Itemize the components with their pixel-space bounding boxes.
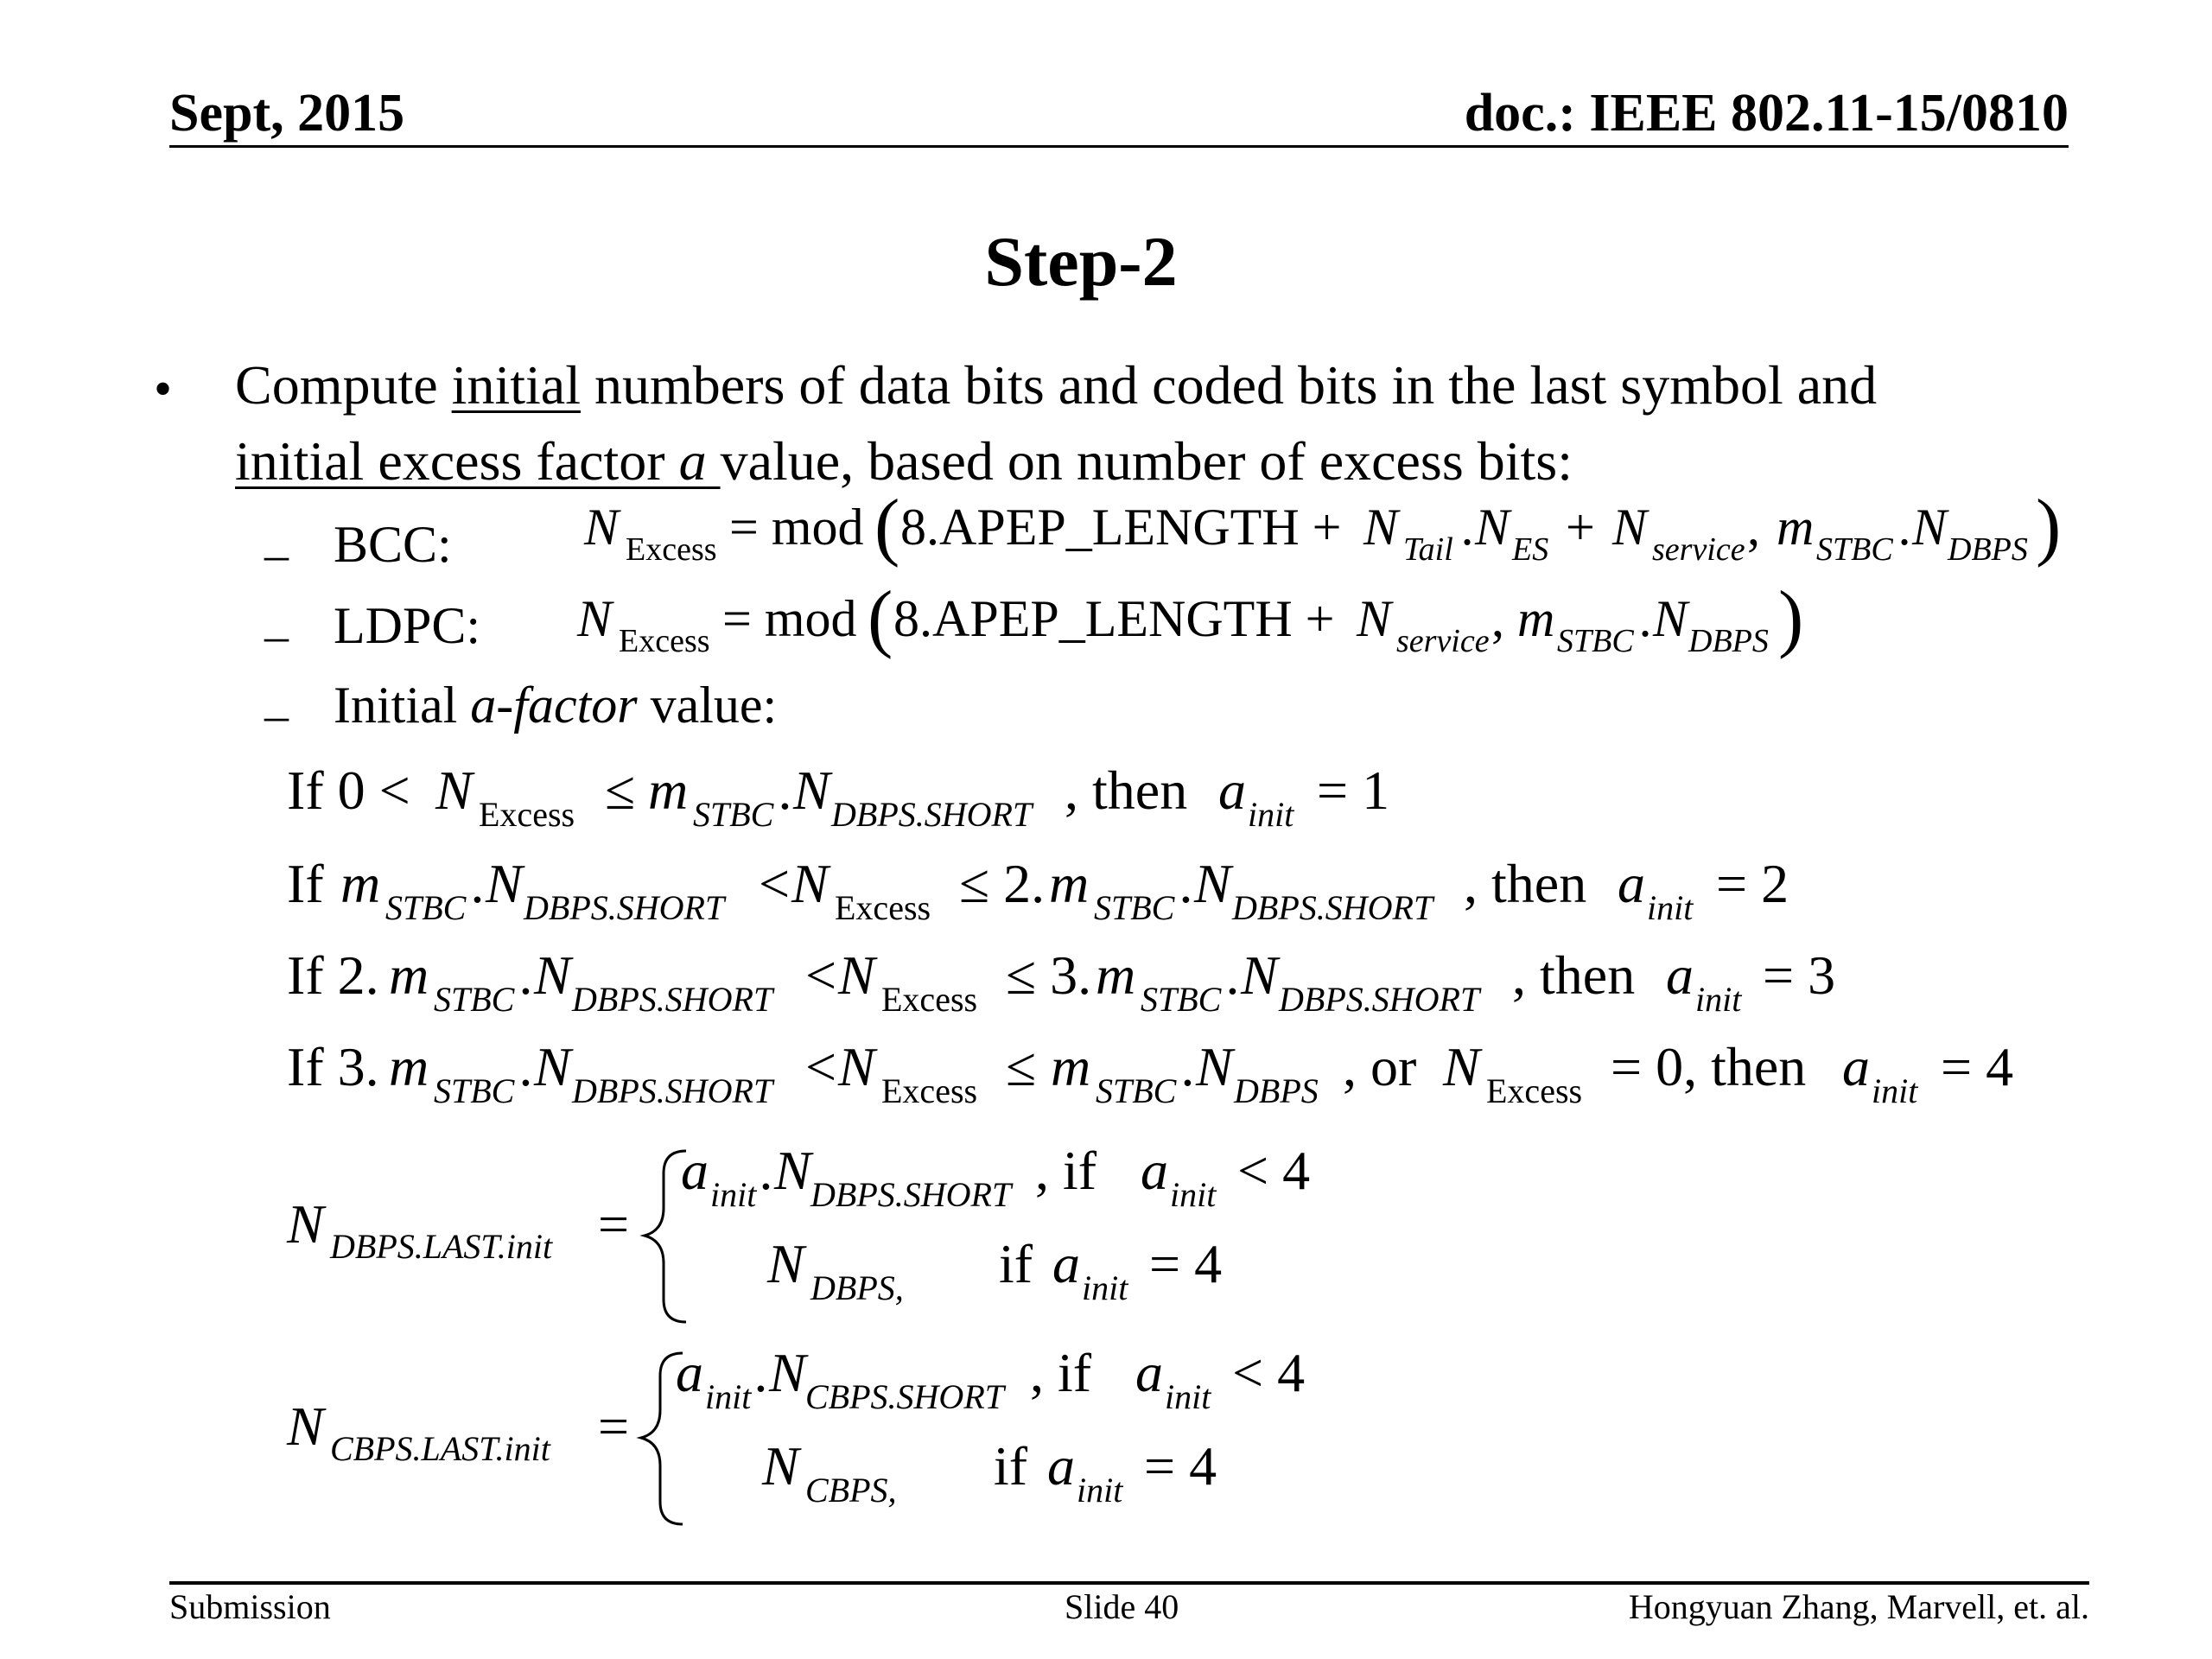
svg-text:< 4: < 4 [1237, 1140, 1311, 1201]
condition-3 [287, 945, 1885, 1041]
svg-text:=: = [598, 1395, 630, 1457]
svg-text:,: , [1747, 499, 1760, 556]
header-date: Sept, 2015 [169, 84, 405, 143]
bcc-dash: – [264, 528, 289, 582]
svg-text:= 1: = 1 [1317, 760, 1390, 821]
condition-4 [287, 1037, 2032, 1133]
svg-text:a: a [1218, 760, 1246, 821]
piecewise-cbps-svg [287, 1341, 1410, 1540]
piecewise-cbps [287, 1341, 1410, 1544]
svg-text:STBC: STBC [434, 1071, 515, 1110]
svg-text:STBC: STBC [693, 795, 774, 834]
svg-text:.N: .N [1227, 944, 1278, 1006]
svg-text:, or: , or [1343, 1036, 1417, 1097]
footer-authors: Hongyuan Zhang, Marvell, et. al. [1628, 1587, 2089, 1626]
svg-text:.N: .N [1182, 1036, 1233, 1097]
svg-text:m: m [1051, 1036, 1091, 1097]
footer-slide-number: Slide 40 [1065, 1587, 1179, 1626]
svg-text:≤: ≤ [1006, 1036, 1037, 1097]
svg-text:N: N [838, 1036, 875, 1097]
svg-text:DBPS.SHORT: DBPS.SHORT [1279, 980, 1480, 1019]
condition-2-svg [287, 854, 1842, 940]
svg-text:a: a [1052, 1233, 1080, 1294]
svg-text:=: = [598, 1193, 630, 1255]
svg-text:m: m [389, 1036, 429, 1097]
svg-text:< 4: < 4 [1232, 1342, 1306, 1403]
svg-text:Tail: Tail [1403, 531, 1453, 568]
svg-text:a: a [1135, 1342, 1163, 1403]
ldpc-formula-svg [577, 576, 1830, 671]
svg-text:8.APEP_LENGTH +: 8.APEP_LENGTH + [900, 499, 1342, 556]
bcc-formula [584, 485, 2079, 588]
svg-text:DBPS.SHORT: DBPS.SHORT [1232, 888, 1433, 927]
footer-submission: Submission [169, 1587, 331, 1626]
condition-1 [287, 760, 1497, 856]
svg-text:,: , [1491, 590, 1504, 647]
svg-text:.N: .N [1180, 853, 1231, 914]
svg-text:, if: , if [1035, 1140, 1097, 1201]
svg-text:, then: , then [1512, 944, 1636, 1006]
svg-text:8.APEP_LENGTH +: 8.APEP_LENGTH + [893, 590, 1335, 647]
svg-text:DBPS: DBPS [1234, 1071, 1319, 1110]
svg-text:.N: .N [520, 944, 571, 1006]
svg-text:DBPS: DBPS [1948, 531, 2028, 568]
svg-text:if: if [999, 1233, 1033, 1294]
condition-2 [287, 854, 1842, 950]
svg-text:If 0 <: If 0 < [287, 760, 410, 821]
svg-text:.N: .N [755, 1342, 806, 1403]
svg-text:CBPS.SHORT: CBPS.SHORT [805, 1377, 1004, 1416]
svg-text:+: + [1566, 499, 1595, 556]
svg-text:m: m [648, 760, 689, 821]
svg-text:, then: , then [1464, 853, 1587, 914]
svg-text:N: N [287, 1395, 324, 1457]
svg-text:STBC: STBC [434, 980, 515, 1019]
svg-text:N: N [1363, 499, 1399, 556]
svg-text:CBPS.LAST.init: CBPS.LAST.init [330, 1429, 550, 1468]
svg-text:N: N [584, 499, 620, 556]
svg-text:= mod: = mod [722, 590, 857, 647]
svg-text:≤ 3.: ≤ 3. [1006, 944, 1092, 1006]
svg-text:N: N [791, 853, 829, 914]
header-divider [169, 145, 2069, 148]
svg-text:, then: , then [1065, 760, 1188, 821]
svg-text:DBPS.SHORT: DBPS.SHORT [524, 888, 725, 927]
svg-text:init: init [1695, 980, 1742, 1019]
bcc-formula-svg [584, 485, 2079, 579]
condition-1-svg [287, 760, 1497, 847]
ldpc-label: LDPC: [334, 597, 481, 654]
svg-text:CBPS,: CBPS, [805, 1471, 897, 1510]
svg-text:STBC: STBC [1816, 531, 1893, 568]
svg-text:a: a [681, 1140, 709, 1201]
svg-text:init: init [710, 1175, 757, 1214]
svg-text:if: if [994, 1435, 1028, 1497]
svg-text:Excess: Excess [479, 795, 575, 834]
svg-text:m: m [1049, 853, 1090, 914]
svg-text:init: init [1647, 888, 1694, 927]
svg-text:<: < [805, 1036, 837, 1097]
svg-text:a: a [1141, 1140, 1168, 1201]
svg-text:, if: , if [1030, 1342, 1092, 1403]
afactor-label: Initial a-factor value: [334, 677, 778, 734]
svg-text:.N: .N [520, 1036, 571, 1097]
svg-text:a: a [1618, 853, 1645, 914]
svg-text:Excess: Excess [1486, 1071, 1583, 1110]
svg-text:N: N [1357, 590, 1392, 647]
svg-text:m: m [340, 853, 381, 914]
svg-text:N: N [762, 1435, 799, 1497]
svg-text:= 2: = 2 [1716, 853, 1789, 914]
svg-text:.N: .N [779, 760, 830, 821]
header-doc-id: doc.: IEEE 802.11-15/0810 [1464, 84, 2069, 143]
svg-text:STBC: STBC [1557, 623, 1634, 659]
svg-text:STBC: STBC [1141, 980, 1222, 1019]
svg-text:ES: ES [1512, 531, 1549, 568]
bullet-line-2: initial excess factor a value, based on number of excess bits: [235, 430, 1573, 492]
afactor-dash: – [264, 689, 289, 742]
svg-text:.N: .N [1462, 499, 1510, 556]
svg-text:.N: .N [1899, 499, 1948, 556]
ldpc-formula [577, 576, 1830, 679]
svg-text:≤ 2.: ≤ 2. [959, 853, 1046, 914]
piecewise-dbps-svg [287, 1139, 1410, 1338]
svg-text:.N: .N [472, 853, 523, 914]
svg-text:a: a [1666, 944, 1694, 1006]
svg-text:<: < [805, 944, 837, 1006]
svg-text:m: m [1096, 944, 1136, 1006]
svg-text:Excess: Excess [626, 531, 717, 568]
svg-text:N: N [767, 1233, 804, 1294]
slide-title: Step-2 [984, 222, 1178, 301]
bcc-label: BCC: [334, 516, 452, 573]
svg-text:If: If [287, 853, 324, 914]
svg-text:service: service [1396, 623, 1490, 659]
svg-text:N: N [838, 944, 875, 1006]
ldpc-dash: – [264, 609, 289, 663]
svg-text:= 4: = 4 [1941, 1036, 2014, 1097]
svg-text:N: N [435, 760, 473, 821]
bullet-line-1: Compute initial numbers of data bits and coded bits in the last symbol and [235, 354, 1878, 416]
piecewise-dbps [287, 1139, 1410, 1342]
svg-text:init: init [1082, 1268, 1128, 1307]
svg-text:a: a [676, 1342, 703, 1403]
svg-text:init: init [705, 1377, 752, 1416]
svg-text:m: m [1517, 590, 1555, 647]
condition-4-svg [287, 1037, 2032, 1123]
svg-text:(: ( [868, 576, 893, 660]
svg-text:N: N [287, 1193, 324, 1255]
svg-text:init: init [1248, 795, 1294, 834]
svg-text:N: N [1443, 1036, 1480, 1097]
condition-3-svg [287, 945, 1885, 1032]
svg-text:DBPS.SHORT: DBPS.SHORT [831, 795, 1033, 834]
svg-text:Excess: Excess [881, 1071, 978, 1110]
svg-text:service: service [1652, 531, 1745, 568]
svg-text:init: init [1872, 1071, 1918, 1110]
svg-text:DBPS.SHORT: DBPS.SHORT [572, 1071, 773, 1110]
svg-text:init: init [1077, 1471, 1123, 1510]
svg-text:(: ( [874, 485, 900, 569]
svg-text:Excess: Excess [835, 888, 931, 927]
svg-text:= 4: = 4 [1149, 1233, 1223, 1294]
svg-text:DBPS.LAST.init: DBPS.LAST.init [330, 1227, 553, 1266]
svg-text:a: a [1842, 1036, 1870, 1097]
svg-text:= mod: = mod [729, 499, 864, 556]
svg-text:N: N [1612, 499, 1648, 556]
svg-text:): ) [1778, 576, 1804, 660]
svg-text:.N: .N [760, 1140, 811, 1201]
svg-text:STBC: STBC [1094, 888, 1175, 927]
svg-text:DBPS,: DBPS, [810, 1268, 904, 1307]
svg-text:If 3.: If 3. [287, 1036, 379, 1097]
svg-text:If 2.: If 2. [287, 944, 379, 1006]
svg-text:a: a [1047, 1435, 1075, 1497]
bullet-marker: • [154, 360, 173, 417]
svg-text:DBPS.SHORT: DBPS.SHORT [572, 980, 773, 1019]
svg-text:DBPS: DBPS [1688, 623, 1769, 659]
svg-text:<: < [759, 853, 791, 914]
svg-text:= 4: = 4 [1144, 1435, 1217, 1497]
svg-text:m: m [1777, 499, 1815, 556]
svg-text:≤: ≤ [605, 760, 636, 821]
svg-text:STBC: STBC [1096, 1071, 1177, 1110]
svg-text:): ) [2036, 485, 2062, 569]
svg-text:init: init [1165, 1377, 1211, 1416]
svg-text:DBPS.SHORT: DBPS.SHORT [810, 1175, 1012, 1214]
svg-text:init: init [1170, 1175, 1217, 1214]
svg-text:m: m [389, 944, 429, 1006]
svg-text:N: N [577, 590, 613, 647]
svg-text:.N: .N [1640, 590, 1688, 647]
footer-divider [169, 1581, 2089, 1585]
svg-text:STBC: STBC [385, 888, 467, 927]
svg-text:= 3: = 3 [1763, 944, 1836, 1006]
svg-text:= 0, then: = 0, then [1611, 1036, 1807, 1097]
svg-text:Excess: Excess [619, 623, 710, 659]
svg-text:Excess: Excess [881, 980, 978, 1019]
